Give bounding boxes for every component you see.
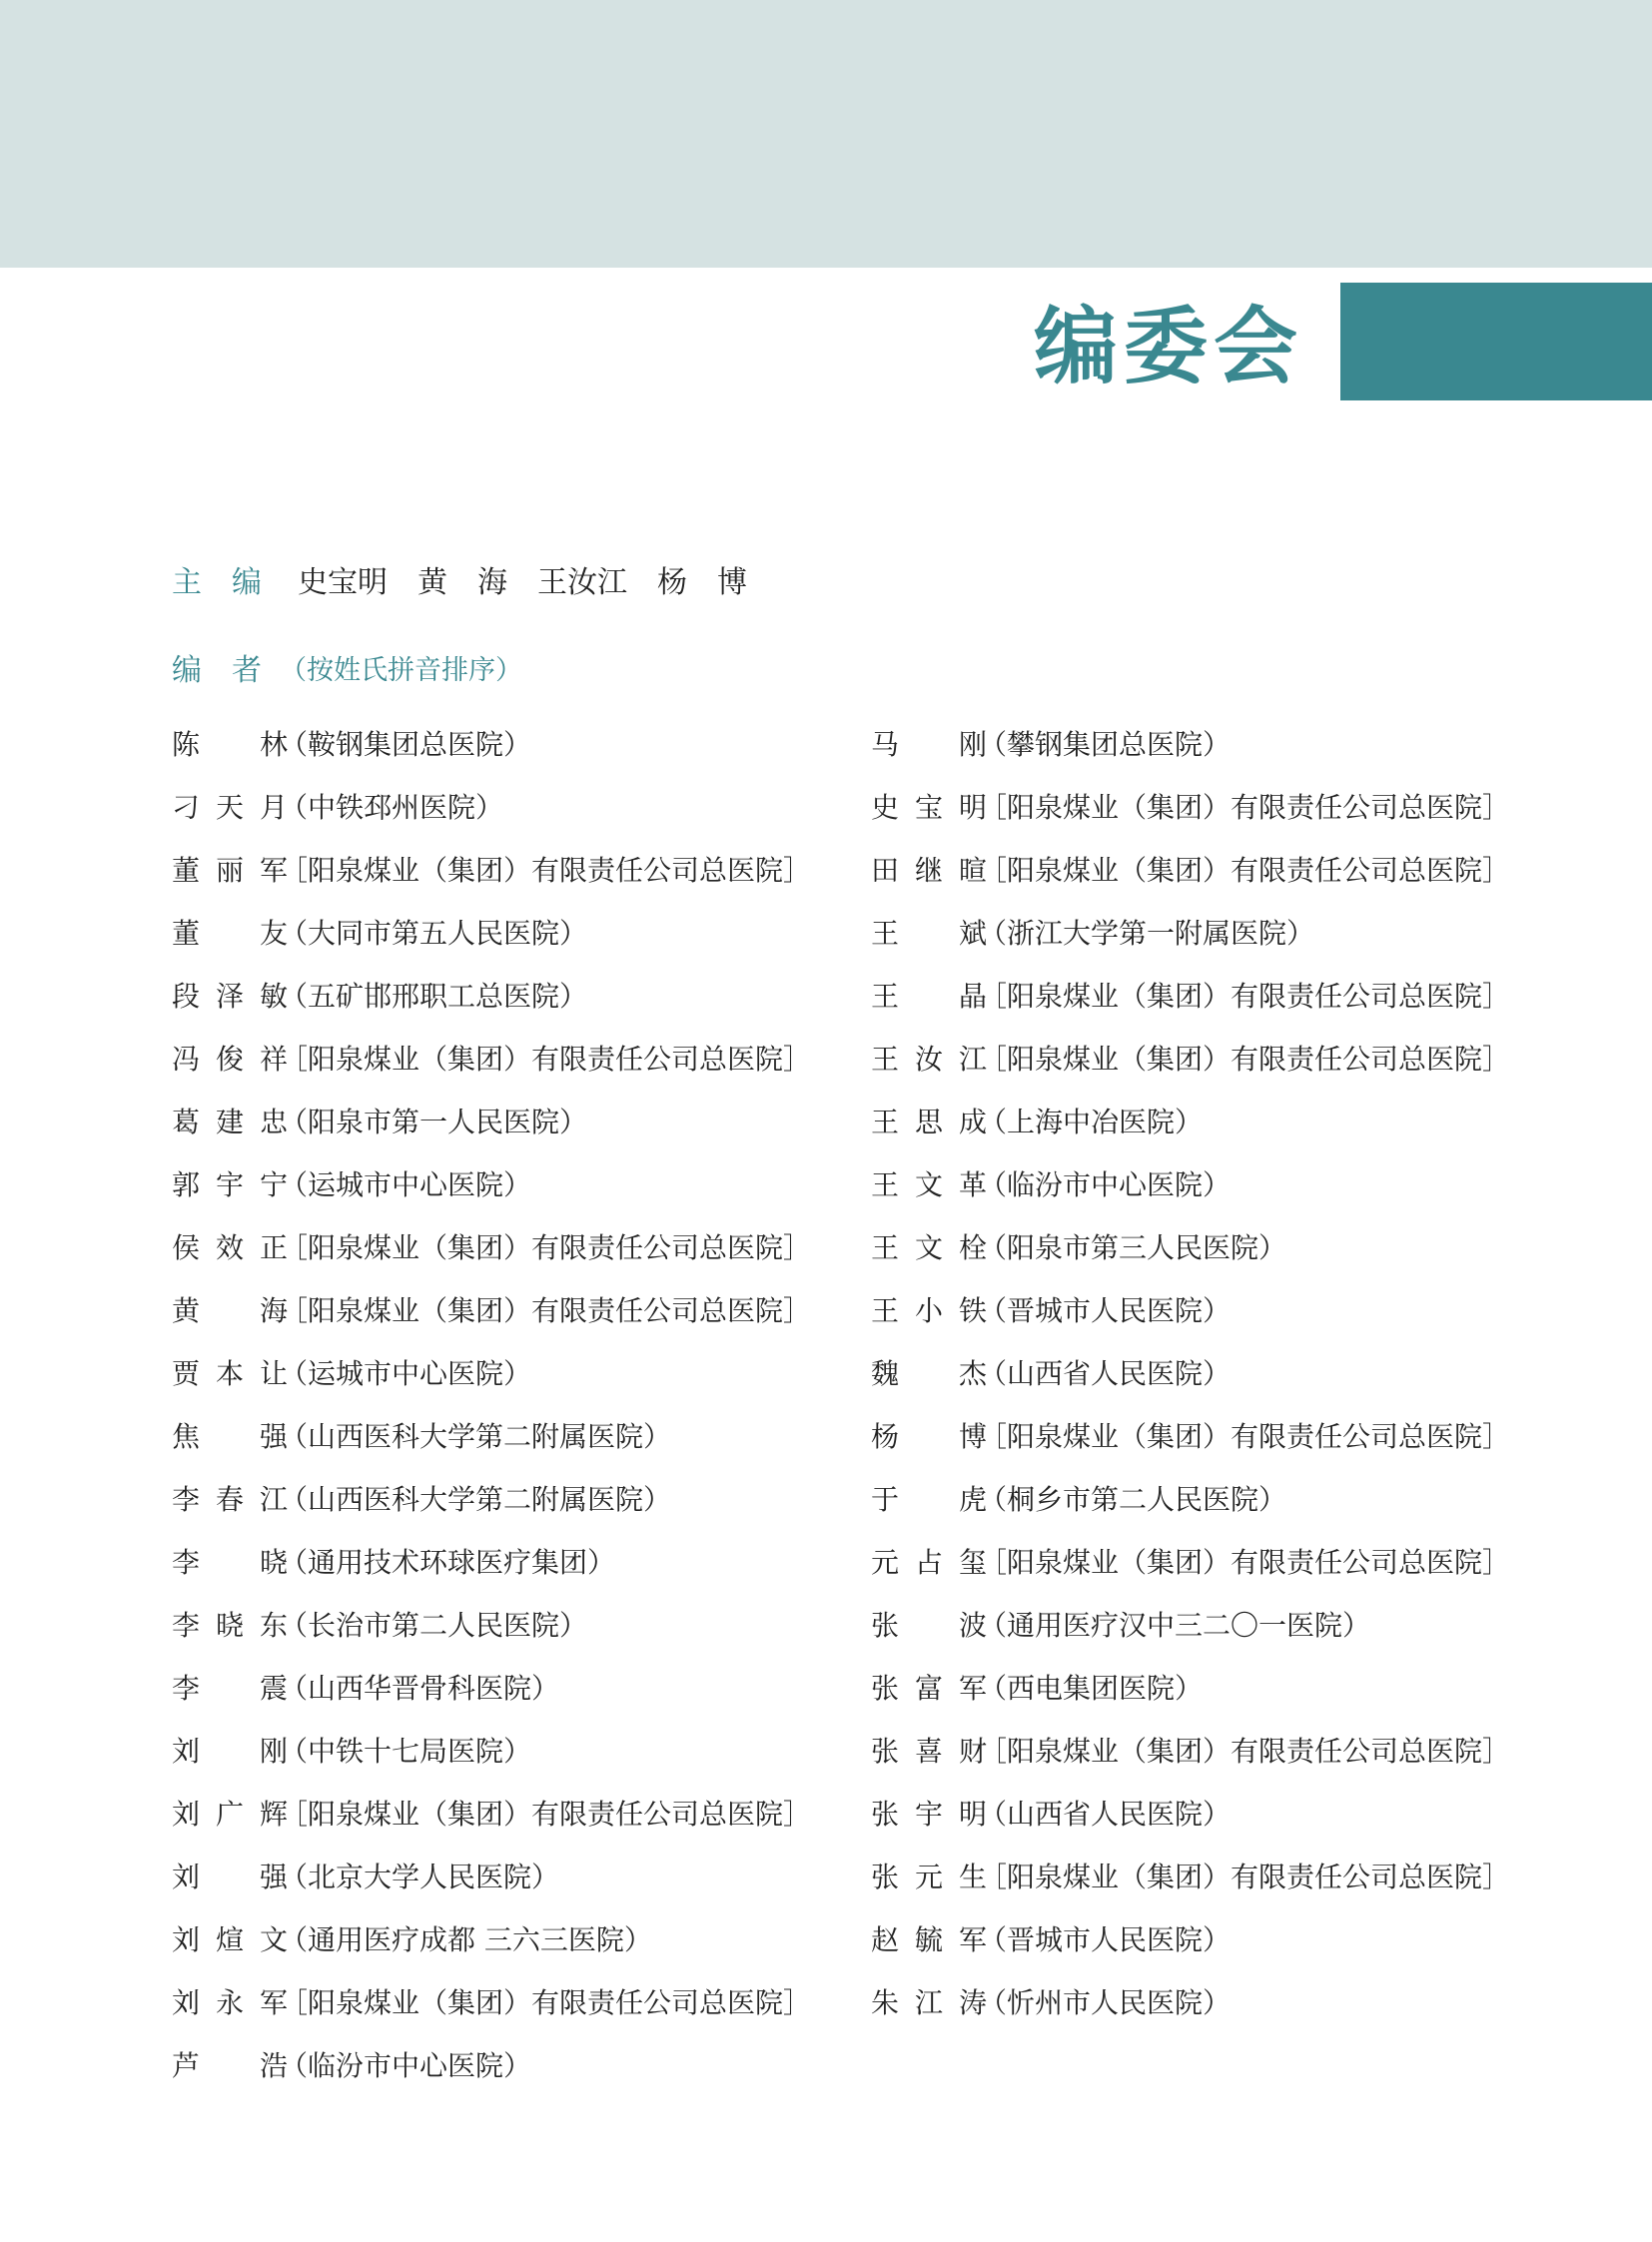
editor-affiliation: （浙江大学第一附属医院） (979, 917, 1315, 950)
editor-affiliation: （山西华晋骨科医院） (280, 1672, 560, 1705)
editor-affiliation: （运城市中心医院） (280, 1357, 532, 1390)
editor-affiliation: （山西省人民医院） (979, 1798, 1232, 1831)
chief-editors-names (298, 557, 777, 601)
editor-affiliation: （晋城市人民医院） (979, 1923, 1232, 1956)
editors-list-right (871, 723, 1510, 2044)
editor-entry (871, 1730, 1510, 1793)
editor-affiliation: ［阳泉煤业（集团）有限责任公司总医院］ (979, 854, 1511, 887)
editor-affiliation: ［阳泉煤业（集团）有限责任公司总医院］ (979, 1735, 1511, 1768)
editors-list-left (172, 723, 811, 2107)
editor-affiliation: （山西医科大学第二附属医院） (280, 1483, 672, 1516)
editors-label: 编 者 (172, 653, 262, 688)
header-band (0, 0, 1652, 268)
editor-name: 刘煊文 (172, 1923, 288, 1956)
editor-entry (172, 1856, 811, 1918)
editor-entry (871, 1226, 1510, 1289)
editor-name: 史宝明 (871, 791, 987, 824)
editor-affiliation: ［阳泉煤业（集团）有限责任公司总医院］ (979, 1420, 1511, 1453)
editor-name: 李 晓 (172, 1546, 288, 1579)
editor-name: 张宇明 (871, 1798, 987, 1831)
editor-name: 魏 杰 (871, 1357, 987, 1390)
chief-editor-name: 史宝明 (298, 565, 388, 600)
editor-entry (871, 1478, 1510, 1541)
editor-name: 李 震 (172, 1672, 288, 1705)
editor-affiliation: ［阳泉煤业（集团）有限责任公司总医院］ (979, 1043, 1511, 1076)
editor-affiliation: （通用医疗成都 三六三医院） (280, 1923, 652, 1956)
editor-entry (172, 786, 811, 849)
editor-entry (871, 1667, 1510, 1730)
editor-entry (871, 975, 1510, 1038)
editor-name: 董 友 (172, 917, 288, 950)
editor-affiliation: ［阳泉煤业（集团）有限责任公司总医院］ (979, 980, 1511, 1013)
editor-name: 元占玺 (871, 1546, 987, 1579)
editor-entry (871, 1856, 1510, 1918)
editor-entry (172, 1981, 811, 2044)
editor-entry (172, 1478, 811, 1541)
title-accent-block (1340, 283, 1652, 400)
editor-affiliation: （中铁邳州医院） (280, 791, 504, 824)
editor-affiliation: ［阳泉煤业（集团）有限责任公司总医院］ (280, 1294, 812, 1327)
editor-entry (172, 1038, 811, 1101)
chief-editors-row (172, 559, 777, 599)
editor-name: 张富军 (871, 1672, 987, 1705)
editor-entry (871, 1101, 1510, 1163)
page-title: 编委会 (1034, 298, 1304, 395)
editor-affiliation: （鞍钢集团总医院） (280, 728, 532, 761)
editor-affiliation: （临汾市中心医院） (280, 2049, 532, 2082)
editor-affiliation: ［阳泉煤业（集团）有限责任公司总医院］ (280, 1986, 812, 2019)
editor-name: 于 虎 (871, 1483, 987, 1516)
editor-name: 芦 浩 (172, 2049, 288, 2082)
editor-entry (172, 1793, 811, 1856)
editor-affiliation: ［阳泉煤业（集团）有限责任公司总医院］ (979, 791, 1511, 824)
editor-affiliation: （山西医科大学第二附属医院） (280, 1420, 672, 1453)
chief-editor-name: 黄 海 (417, 565, 507, 600)
editor-name: 王小铁 (871, 1294, 987, 1327)
editor-name: 李晓东 (172, 1609, 288, 1642)
editor-name: 刘广辉 (172, 1798, 288, 1831)
editor-affiliation: ［阳泉煤业（集团）有限责任公司总医院］ (979, 1861, 1511, 1893)
editor-name: 葛建忠 (172, 1106, 288, 1138)
editor-name: 王文革 (871, 1168, 987, 1201)
editor-name: 田继暄 (871, 854, 987, 887)
editor-affiliation: ［阳泉煤业（集团）有限责任公司总医院］ (280, 854, 812, 887)
editor-entry (172, 1289, 811, 1352)
editor-entry (871, 1918, 1510, 1981)
editor-name: 黄 海 (172, 1294, 288, 1327)
editor-entry (871, 1038, 1510, 1101)
editor-name: 朱江涛 (871, 1986, 987, 2019)
editor-entry (172, 1918, 811, 1981)
editor-name: 冯俊祥 (172, 1043, 288, 1076)
editor-affiliation: （山西省人民医院） (979, 1357, 1232, 1390)
editor-entry (172, 1163, 811, 1226)
editor-entry (172, 1604, 811, 1667)
editor-entry (871, 1541, 1510, 1604)
editor-affiliation: ［阳泉煤业（集团）有限责任公司总医院］ (280, 1798, 812, 1831)
editor-affiliation: （西电集团医院） (979, 1672, 1204, 1705)
editor-name: 王 斌 (871, 917, 987, 950)
editor-affiliation: （北京大学人民医院） (280, 1861, 560, 1893)
editor-entry (871, 912, 1510, 975)
editor-affiliation: （桐乡市第二人民医院） (979, 1483, 1287, 1516)
editor-entry (172, 1101, 811, 1163)
editor-entry (172, 1352, 811, 1415)
editor-name: 张 波 (871, 1609, 987, 1642)
editor-affiliation: （长治市第二人民医院） (280, 1609, 588, 1642)
editor-affiliation: （运城市中心医院） (280, 1168, 532, 1201)
editor-entry (871, 1604, 1510, 1667)
editor-entry (172, 1667, 811, 1730)
editor-entry (172, 2044, 811, 2107)
editor-name: 马 刚 (871, 728, 987, 761)
chief-editors-label: 主 编 (172, 565, 262, 600)
editor-name: 侯效正 (172, 1231, 288, 1264)
editor-name: 王文栓 (871, 1231, 987, 1264)
editor-name: 董丽军 (172, 854, 288, 887)
editor-affiliation: （通用医疗汉中三二〇一医院） (979, 1609, 1371, 1642)
editor-affiliation: （上海中冶医院） (979, 1106, 1204, 1138)
editor-entry (172, 1226, 811, 1289)
editor-affiliation: （通用技术环球医疗集团） (280, 1546, 616, 1579)
editor-affiliation: （阳泉市第一人民医院） (280, 1106, 588, 1138)
chief-editor-name: 王汝江 (537, 565, 627, 600)
editor-name: 杨 博 (871, 1420, 987, 1453)
editor-entry (871, 849, 1510, 912)
chief-editor-name: 杨 博 (657, 565, 747, 600)
editor-affiliation: ［阳泉煤业（集团）有限责任公司总医院］ (280, 1043, 812, 1076)
editor-name: 焦 强 (172, 1420, 288, 1453)
editor-name: 李春江 (172, 1483, 288, 1516)
editor-entry (172, 912, 811, 975)
editor-name: 陈 林 (172, 728, 288, 761)
editor-name: 刘 强 (172, 1861, 288, 1893)
editor-name: 王汝江 (871, 1043, 987, 1076)
editor-affiliation: （阳泉市第三人民医院） (979, 1231, 1287, 1264)
editor-name: 刘 刚 (172, 1735, 288, 1768)
editor-name: 段泽敏 (172, 980, 288, 1013)
editor-affiliation: （中铁十七局医院） (280, 1735, 532, 1768)
editor-entry (871, 1793, 1510, 1856)
editor-name: 刁天月 (172, 791, 288, 824)
editor-name: 张元生 (871, 1861, 987, 1893)
editor-affiliation: ［阳泉煤业（集团）有限责任公司总医院］ (280, 1231, 812, 1264)
editor-affiliation: （临汾市中心医院） (979, 1168, 1232, 1201)
editors-header-row (172, 647, 522, 687)
editor-affiliation: （晋城市人民医院） (979, 1294, 1232, 1327)
editor-affiliation: （攀钢集团总医院） (979, 728, 1232, 761)
editor-entry (871, 723, 1510, 786)
editor-entry (871, 1289, 1510, 1352)
editor-entry (871, 1352, 1510, 1415)
editor-entry (871, 1415, 1510, 1478)
editor-name: 贾本让 (172, 1357, 288, 1390)
editor-entry (172, 1730, 811, 1793)
editor-name: 王思成 (871, 1106, 987, 1138)
editor-affiliation: （忻州市人民医院） (979, 1986, 1232, 2019)
editor-entry (172, 849, 811, 912)
editor-entry (871, 1163, 1510, 1226)
editors-sort-note: （按姓氏拼音排序） (280, 654, 522, 686)
editor-entry (871, 786, 1510, 849)
editor-name: 刘永军 (172, 1986, 288, 2019)
editor-entry (172, 1415, 811, 1478)
editor-name: 郭宇宁 (172, 1168, 288, 1201)
editor-name: 王 晶 (871, 980, 987, 1013)
editor-entry (871, 1981, 1510, 2044)
editor-name: 赵毓军 (871, 1923, 987, 1956)
editor-entry (172, 975, 811, 1038)
editor-affiliation: ［阳泉煤业（集团）有限责任公司总医院］ (979, 1546, 1511, 1579)
editor-name: 张喜财 (871, 1735, 987, 1768)
editor-entry (172, 723, 811, 786)
editor-entry (172, 1541, 811, 1604)
editor-affiliation: （五矿邯邢职工总医院） (280, 980, 588, 1013)
editor-affiliation: （大同市第五人民医院） (280, 917, 588, 950)
